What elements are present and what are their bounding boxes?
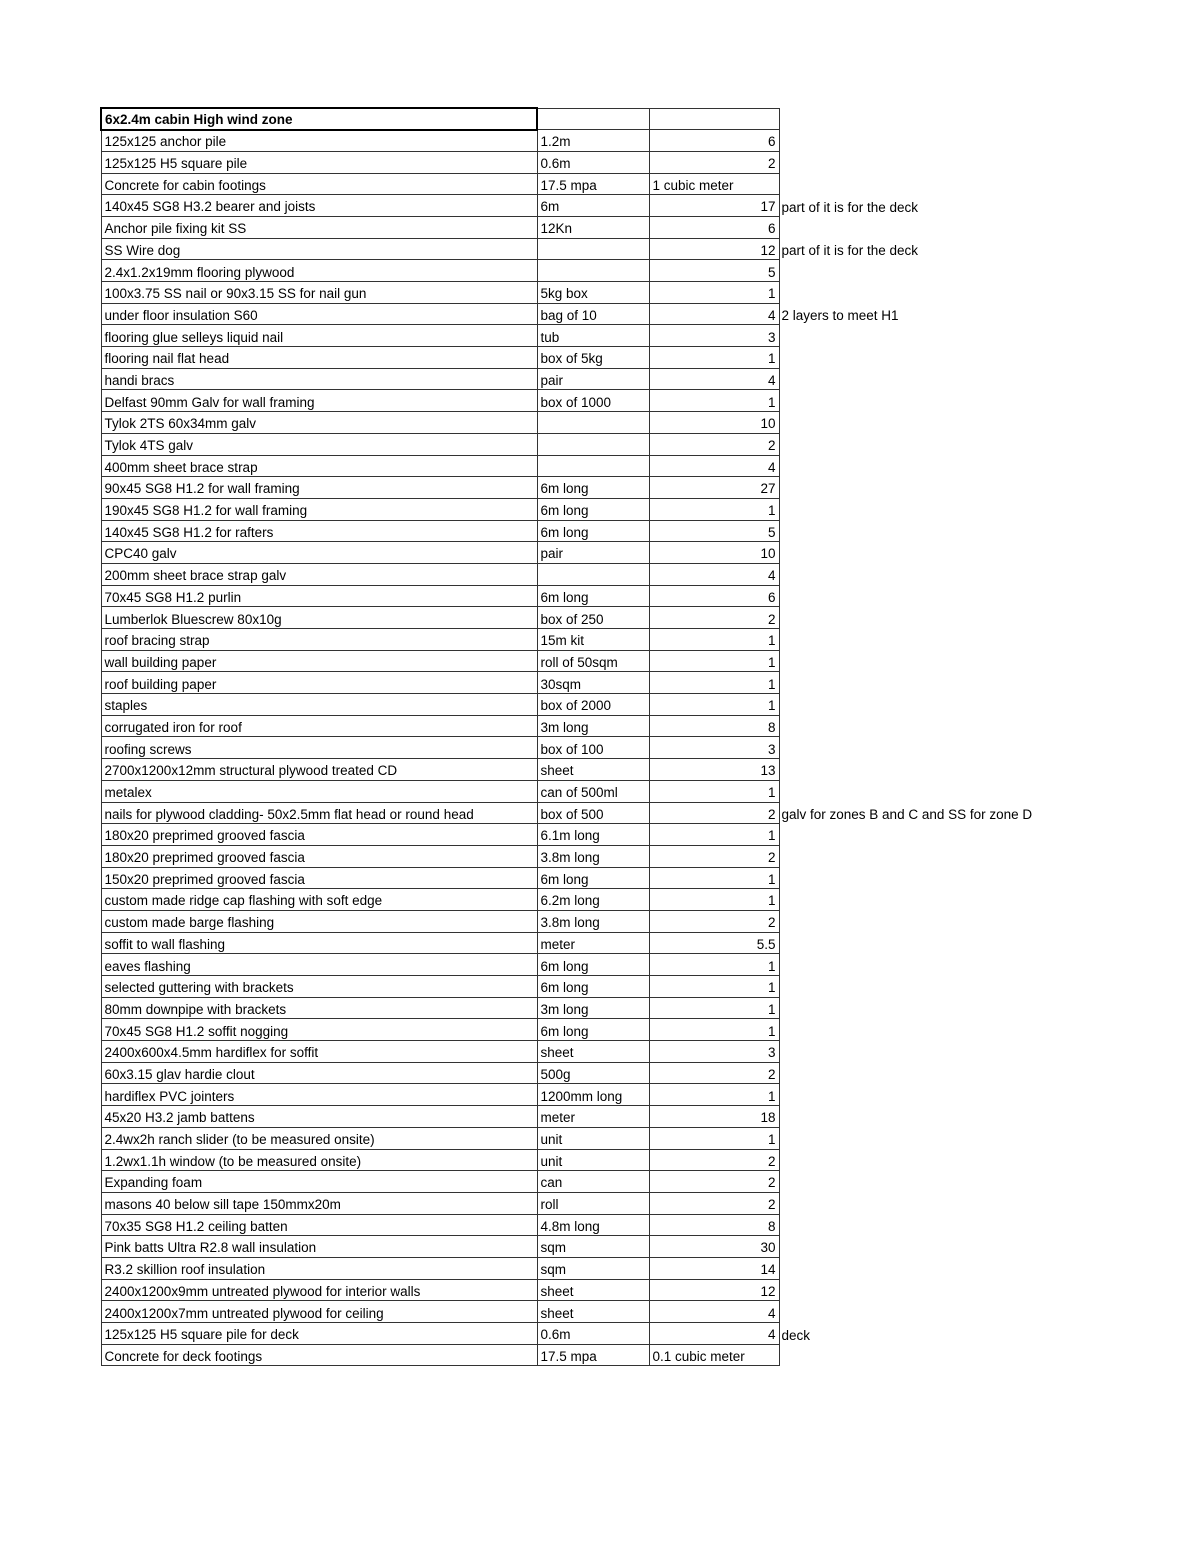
unit-cell: 3m long	[537, 997, 649, 1019]
unit-cell: 6m long	[537, 954, 649, 976]
note-cell	[779, 715, 1079, 737]
unit-cell: can	[537, 1171, 649, 1193]
note-cell	[779, 585, 1079, 607]
quantity-cell: 1	[649, 650, 779, 672]
note-cell	[779, 976, 1079, 998]
table-title-row	[101, 108, 1079, 130]
table-row	[101, 282, 1079, 304]
quantity-cell: 6	[649, 130, 779, 152]
table-row	[101, 1127, 1079, 1149]
unit-cell: pair	[537, 542, 649, 564]
item-cell: metalex	[101, 780, 537, 802]
item-cell: nails for plywood cladding- 50x2.5mm flat head or round head	[101, 802, 537, 824]
table-row	[101, 737, 1079, 759]
item-cell: handi bracs	[101, 368, 537, 390]
table-row	[101, 607, 1079, 629]
table-row	[101, 216, 1079, 238]
quantity-cell: 2	[649, 1171, 779, 1193]
table-row	[101, 976, 1079, 998]
item-cell: flooring nail flat head	[101, 347, 537, 369]
note-cell	[779, 1019, 1079, 1041]
note-cell: galv for zones B and C and SS for zone D	[781, 807, 1033, 823]
unit-cell: sheet	[537, 1279, 649, 1301]
unit-cell: box of 250	[537, 607, 649, 629]
unit-cell: 0.6m	[537, 151, 649, 173]
note-cell	[779, 173, 1079, 195]
quantity-cell: 12	[649, 238, 779, 260]
note-cell	[779, 282, 1079, 304]
note-cell	[779, 455, 1079, 477]
quantity-cell: 8	[649, 1214, 779, 1236]
quantity-cell: 2	[649, 433, 779, 455]
table-row	[101, 889, 1079, 911]
quantity-cell: 2	[649, 151, 779, 173]
unit-cell: 6.2m long	[537, 889, 649, 911]
quantity-cell: 2	[649, 607, 779, 629]
unit-cell: 500g	[537, 1062, 649, 1084]
item-cell: 1.2wx1.1h window (to be measured onsite)	[101, 1149, 537, 1171]
quantity-cell: 1	[649, 889, 779, 911]
note-cell	[779, 1106, 1079, 1128]
item-cell: soffit to wall flashing	[101, 932, 537, 954]
unit-cell: 6m long	[537, 520, 649, 542]
unit-cell: 1.2m	[537, 130, 649, 152]
item-cell: roof building paper	[101, 672, 537, 694]
note-cell	[779, 780, 1079, 802]
unit-cell: meter	[537, 932, 649, 954]
quantity-cell: 1	[649, 672, 779, 694]
item-cell: Anchor pile fixing kit SS	[101, 216, 537, 238]
note-cell	[779, 1149, 1079, 1171]
item-cell: 2700x1200x12mm structural plywood treated CD	[101, 759, 537, 781]
unit-cell: unit	[537, 1127, 649, 1149]
unit-cell	[537, 563, 649, 585]
table-row	[101, 542, 1079, 564]
table-row	[101, 1301, 1079, 1323]
note-cell	[779, 954, 1079, 976]
unit-cell: 3.8m long	[537, 910, 649, 932]
quantity-cell: 12	[649, 1279, 779, 1301]
item-cell: wall building paper	[101, 650, 537, 672]
unit-cell	[537, 455, 649, 477]
item-cell: 150x20 preprimed grooved fascia	[101, 867, 537, 889]
quantity-cell: 1	[649, 1019, 779, 1041]
item-cell: 2.4x1.2x19mm flooring plywood	[101, 260, 537, 282]
note-cell	[779, 672, 1079, 694]
note-cell	[779, 563, 1079, 585]
item-cell: 200mm sheet brace strap galv	[101, 563, 537, 585]
note-cell	[779, 694, 1079, 716]
item-cell: 70x45 SG8 H1.2 purlin	[101, 585, 537, 607]
item-cell: R3.2 skillion roof insulation	[101, 1257, 537, 1279]
item-cell: flooring glue selleys liquid nail	[101, 325, 537, 347]
table-row	[101, 195, 1079, 217]
quantity-cell: 27	[649, 477, 779, 499]
note-cell	[779, 845, 1079, 867]
note-cell: deck	[781, 1327, 811, 1343]
quantity-cell: 4	[649, 1323, 779, 1345]
unit-cell: box of 500	[537, 802, 649, 824]
item-cell: 180x20 preprimed grooved fascia	[101, 824, 537, 846]
unit-cell: 6m long	[537, 867, 649, 889]
item-cell: roofing screws	[101, 737, 537, 759]
quantity-cell: 1	[649, 954, 779, 976]
quantity-cell: 4	[649, 368, 779, 390]
unit-cell: 17.5 mpa	[537, 173, 649, 195]
note-cell	[779, 1062, 1079, 1084]
item-cell: 125x125 H5 square pile	[101, 151, 537, 173]
table-row	[101, 932, 1079, 954]
item-cell: Expanding foam	[101, 1171, 537, 1193]
note-cell	[779, 607, 1079, 629]
item-cell: SS Wire dog	[101, 238, 537, 260]
note-cell	[779, 477, 1079, 499]
item-cell: roof bracing strap	[101, 629, 537, 651]
quantity-cell: 1	[649, 347, 779, 369]
item-cell: under floor insulation S60	[101, 303, 537, 325]
table-row	[101, 910, 1079, 932]
unit-cell: pair	[537, 368, 649, 390]
unit-cell	[537, 412, 649, 434]
item-cell: 2400x1200x7mm untreated plywood for ceiling	[101, 1301, 537, 1323]
quantity-cell: 2	[649, 910, 779, 932]
item-cell: custom made barge flashing	[101, 910, 537, 932]
item-cell: Tylok 2TS 60x34mm galv	[101, 412, 537, 434]
unit-cell	[537, 433, 649, 455]
note-cell	[779, 824, 1079, 846]
note-cell	[779, 737, 1079, 759]
quantity-cell: 1	[649, 780, 779, 802]
unit-cell: bag of 10	[537, 303, 649, 325]
table-row	[101, 325, 1079, 347]
item-cell: 125x125 H5 square pile for deck	[101, 1323, 537, 1345]
unit-cell: box of 1000	[537, 390, 649, 412]
quantity-cell: 1	[649, 390, 779, 412]
unit-cell	[537, 260, 649, 282]
item-cell: 140x45 SG8 H3.2 bearer and joists	[101, 195, 537, 217]
unit-cell: sheet	[537, 1301, 649, 1323]
quantity-cell: 30	[649, 1236, 779, 1258]
unit-cell: 3m long	[537, 715, 649, 737]
quantity-cell: 1	[649, 867, 779, 889]
unit-cell: can of 500ml	[537, 780, 649, 802]
item-cell: 45x20 H3.2 jamb battens	[101, 1106, 537, 1128]
quantity-cell: 0.1 cubic meter	[649, 1344, 779, 1366]
unit-cell: 6m long	[537, 1019, 649, 1041]
quantity-cell: 5	[649, 520, 779, 542]
note-cell	[779, 130, 1079, 152]
table-row	[101, 1192, 1079, 1214]
item-cell: 70x45 SG8 H1.2 soffit nogging	[101, 1019, 537, 1041]
title-note-cell	[779, 108, 1079, 130]
note-cell	[779, 1257, 1079, 1279]
item-cell: hardiflex PVC jointers	[101, 1084, 537, 1106]
item-cell: 2400x600x4.5mm hardiflex for soffit	[101, 1041, 537, 1063]
note-cell	[779, 1084, 1079, 1106]
table-row	[101, 347, 1079, 369]
note-cell	[779, 520, 1079, 542]
note-cell	[779, 433, 1079, 455]
quantity-cell: 14	[649, 1257, 779, 1279]
unit-cell: box of 5kg	[537, 347, 649, 369]
item-cell: 80mm downpipe with brackets	[101, 997, 537, 1019]
table-row	[101, 238, 1079, 260]
note-cell	[779, 1041, 1079, 1063]
table-row	[101, 867, 1079, 889]
table-row	[101, 1323, 1079, 1345]
unit-cell: 6m long	[537, 585, 649, 607]
item-cell: Delfast 90mm Galv for wall framing	[101, 390, 537, 412]
item-cell: Tylok 4TS galv	[101, 433, 537, 455]
note-cell	[779, 151, 1079, 173]
note-cell	[779, 260, 1079, 282]
table-row	[101, 672, 1079, 694]
unit-cell: sheet	[537, 759, 649, 781]
table-row	[101, 1041, 1079, 1063]
item-cell: Lumberlok Bluescrew 80x10g	[101, 607, 537, 629]
quantity-cell: 4	[649, 455, 779, 477]
table-row	[101, 1019, 1079, 1041]
quantity-cell: 3	[649, 737, 779, 759]
note-cell	[779, 1171, 1079, 1193]
note-cell	[779, 390, 1079, 412]
table-row	[101, 1149, 1079, 1171]
quantity-cell: 6	[649, 216, 779, 238]
item-cell: custom made ridge cap flashing with soft edge	[101, 889, 537, 911]
note-cell	[779, 1192, 1079, 1214]
table-row	[101, 498, 1079, 520]
table-row	[101, 1062, 1079, 1084]
table-row	[101, 1214, 1079, 1236]
table-row	[101, 260, 1079, 282]
item-cell: 400mm sheet brace strap	[101, 455, 537, 477]
table-row	[101, 997, 1079, 1019]
item-cell: Pink batts Ultra R2.8 wall insulation	[101, 1236, 537, 1258]
item-cell: 60x3.15 glav hardie clout	[101, 1062, 537, 1084]
table-row	[101, 151, 1079, 173]
item-cell: 190x45 SG8 H1.2 for wall framing	[101, 498, 537, 520]
note-cell	[779, 1279, 1079, 1301]
note-cell	[779, 542, 1079, 564]
note-cell	[779, 216, 1079, 238]
table-row	[101, 173, 1079, 195]
unit-cell: 3.8m long	[537, 845, 649, 867]
note-cell: part of it is for the deck	[781, 199, 919, 215]
item-cell: 70x35 SG8 H1.2 ceiling batten	[101, 1214, 537, 1236]
quantity-cell: 1	[649, 282, 779, 304]
unit-cell: box of 100	[537, 737, 649, 759]
item-cell: eaves flashing	[101, 954, 537, 976]
quantity-cell: 8	[649, 715, 779, 737]
table-row	[101, 780, 1079, 802]
item-cell: masons 40 below sill tape 150mmx20m	[101, 1192, 537, 1214]
item-cell: Concrete for cabin footings	[101, 173, 537, 195]
table-row	[101, 1236, 1079, 1258]
table-row	[101, 412, 1079, 434]
unit-cell: sqm	[537, 1257, 649, 1279]
unit-cell: 15m kit	[537, 629, 649, 651]
note-cell	[779, 997, 1079, 1019]
title-unit-cell	[537, 108, 649, 130]
item-cell: CPC40 galv	[101, 542, 537, 564]
materials-table	[100, 107, 1080, 1366]
table-row	[101, 650, 1079, 672]
quantity-cell: 1	[649, 498, 779, 520]
unit-cell: roll	[537, 1192, 649, 1214]
item-cell: 90x45 SG8 H1.2 for wall framing	[101, 477, 537, 499]
unit-cell: 6.1m long	[537, 824, 649, 846]
quantity-cell: 1	[649, 824, 779, 846]
item-cell: 140x45 SG8 H1.2 for rafters	[101, 520, 537, 542]
quantity-cell: 2	[649, 1062, 779, 1084]
note-cell	[779, 498, 1079, 520]
quantity-cell: 5.5	[649, 932, 779, 954]
note-cell	[779, 629, 1079, 651]
unit-cell: 6m long	[537, 976, 649, 998]
note-cell	[779, 325, 1079, 347]
item-cell: corrugated iron for roof	[101, 715, 537, 737]
item-cell: staples	[101, 694, 537, 716]
quantity-cell: 1	[649, 1084, 779, 1106]
item-cell: 180x20 preprimed grooved fascia	[101, 845, 537, 867]
unit-cell: 6m long	[537, 477, 649, 499]
quantity-cell: 13	[649, 759, 779, 781]
unit-cell: unit	[537, 1149, 649, 1171]
note-cell	[779, 759, 1079, 781]
note-cell	[779, 650, 1079, 672]
table-row	[101, 563, 1079, 585]
table-row	[101, 1106, 1079, 1128]
table-row	[101, 802, 1079, 824]
table-row	[101, 759, 1079, 781]
unit-cell: 17.5 mpa	[537, 1344, 649, 1366]
unit-cell: sheet	[537, 1041, 649, 1063]
note-cell	[779, 368, 1079, 390]
table-row	[101, 694, 1079, 716]
note-cell	[779, 889, 1079, 911]
unit-cell	[537, 238, 649, 260]
table-row	[101, 477, 1079, 499]
unit-cell: roll of 50sqm	[537, 650, 649, 672]
quantity-cell: 1	[649, 1127, 779, 1149]
unit-cell: meter	[537, 1106, 649, 1128]
quantity-cell: 1	[649, 976, 779, 998]
quantity-cell: 3	[649, 325, 779, 347]
unit-cell: box of 2000	[537, 694, 649, 716]
quantity-cell: 1	[649, 629, 779, 651]
unit-cell: 6m	[537, 195, 649, 217]
table-row	[101, 1257, 1079, 1279]
table-row	[101, 1171, 1079, 1193]
unit-cell: 4.8m long	[537, 1214, 649, 1236]
note-cell	[779, 910, 1079, 932]
note-cell	[779, 1344, 1079, 1366]
table-row	[101, 585, 1079, 607]
materials-table-body	[101, 108, 1079, 1366]
table-row	[101, 824, 1079, 846]
item-cell: 125x125 anchor pile	[101, 130, 537, 152]
note-cell	[779, 1301, 1079, 1323]
table-row	[101, 715, 1079, 737]
note-cell	[779, 932, 1079, 954]
table-row	[101, 433, 1079, 455]
note-cell: part of it is for the deck	[781, 243, 919, 259]
quantity-cell: 1 cubic meter	[649, 173, 779, 195]
unit-cell: 6m long	[537, 498, 649, 520]
note-cell	[779, 347, 1079, 369]
item-cell: 100x3.75 SS nail or 90x3.15 SS for nail gun	[101, 282, 537, 304]
quantity-cell: 1	[649, 694, 779, 716]
table-row	[101, 1344, 1079, 1366]
note-cell	[779, 1127, 1079, 1149]
table-row	[101, 845, 1079, 867]
table-row	[101, 368, 1079, 390]
unit-cell: 5kg box	[537, 282, 649, 304]
quantity-cell: 5	[649, 260, 779, 282]
note-cell	[779, 1236, 1079, 1258]
unit-cell: 1200mm long	[537, 1084, 649, 1106]
table-row	[101, 303, 1079, 325]
unit-cell: sqm	[537, 1236, 649, 1258]
unit-cell: tub	[537, 325, 649, 347]
quantity-cell: 1	[649, 997, 779, 1019]
table-row	[101, 130, 1079, 152]
table-row	[101, 390, 1079, 412]
item-cell: Concrete for deck footings	[101, 1344, 537, 1366]
item-cell: 2400x1200x9mm untreated plywood for interior walls	[101, 1279, 537, 1301]
note-cell	[779, 867, 1079, 889]
quantity-cell: 2	[649, 802, 779, 824]
quantity-cell: 4	[649, 1301, 779, 1323]
quantity-cell: 4	[649, 303, 779, 325]
quantity-cell: 6	[649, 585, 779, 607]
item-cell: selected guttering with brackets	[101, 976, 537, 998]
title-qty-cell	[649, 108, 779, 130]
quantity-cell: 2	[649, 1192, 779, 1214]
quantity-cell: 3	[649, 1041, 779, 1063]
table-row	[101, 954, 1079, 976]
table-row	[101, 1084, 1079, 1106]
note-cell: 2 layers to meet H1	[781, 308, 899, 324]
note-cell	[779, 412, 1079, 434]
unit-cell: 0.6m	[537, 1323, 649, 1345]
unit-cell: 12Kn	[537, 216, 649, 238]
quantity-cell: 2	[649, 1149, 779, 1171]
quantity-cell: 10	[649, 412, 779, 434]
item-cell: 2.4wx2h ranch slider (to be measured onsite)	[101, 1127, 537, 1149]
quantity-cell: 2	[649, 845, 779, 867]
note-cell	[779, 1214, 1079, 1236]
table-row	[101, 520, 1079, 542]
table-row	[101, 629, 1079, 651]
table-row	[101, 455, 1079, 477]
quantity-cell: 17	[649, 195, 779, 217]
table-row	[101, 1279, 1079, 1301]
unit-cell: 30sqm	[537, 672, 649, 694]
quantity-cell: 18	[649, 1106, 779, 1128]
quantity-cell: 10	[649, 542, 779, 564]
quantity-cell: 4	[649, 563, 779, 585]
sheet-title: 6x2.4m cabin High wind zone	[101, 108, 537, 130]
